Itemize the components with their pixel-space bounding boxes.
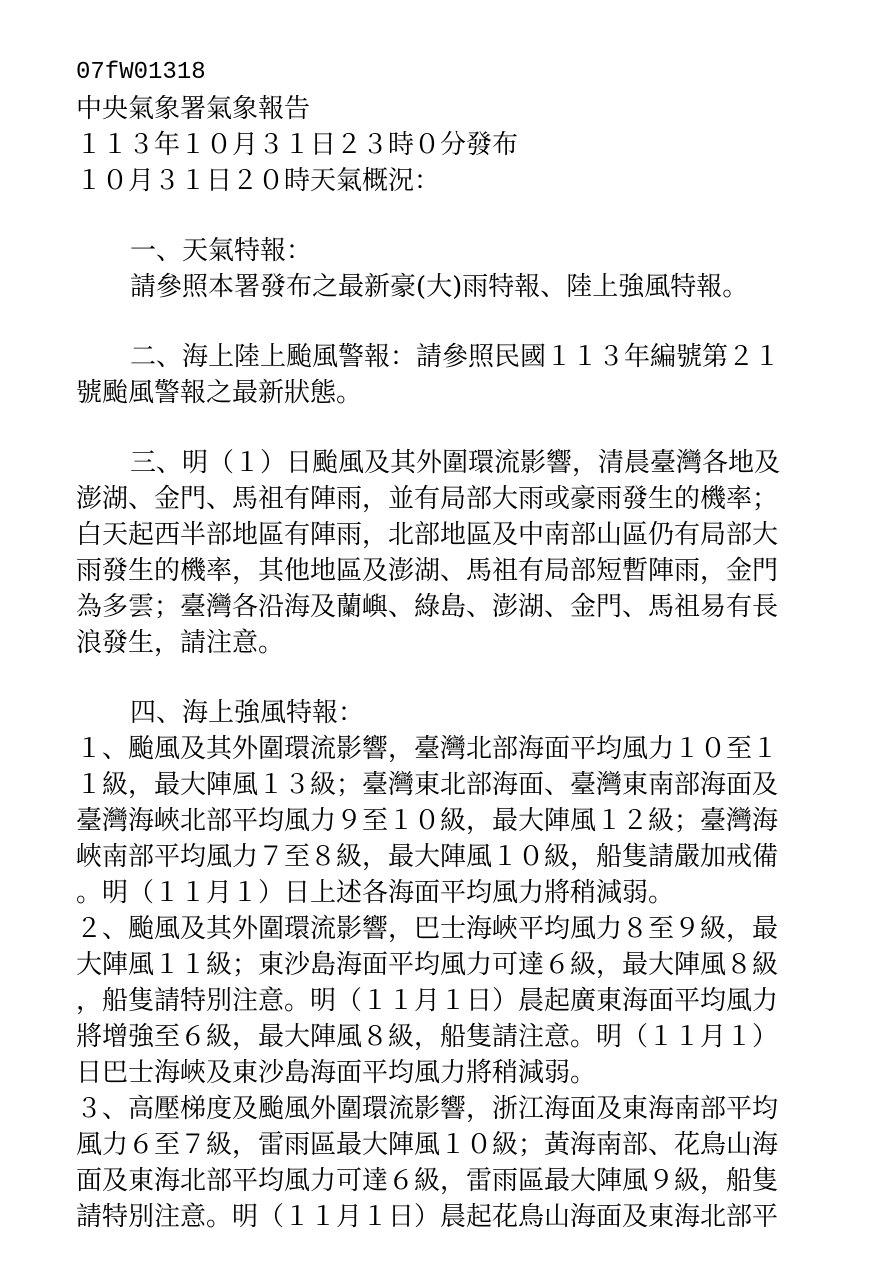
section-2-line: 二、海上陸上颱風警報：請參照民國１１３年編號第２１ — [130, 342, 781, 372]
section-3-line: 浪發生，請注意。 — [76, 628, 285, 658]
weather-report-body — [76, 55, 811, 1235]
document-id: 07fW01318 — [76, 59, 206, 86]
section-4-item-2-line: ２、颱風及其外圍環流影響，巴士海峽平均風力８至９級，最 — [76, 914, 779, 944]
section-1-heading: 一、天氣特報： — [130, 236, 313, 266]
section-3-line: 為多雲；臺灣各沿海及蘭嶼、綠島、澎湖、金門、馬祖易有長 — [76, 592, 779, 622]
issue-time: １１３年１０月３１日２３時０分發布 — [76, 130, 519, 160]
section-4-heading: 四、海上強風特報： — [130, 698, 365, 728]
section-4-item-3-line: 請特別注意。明（１１月１日）晨起花鳥山海面及東海北部平 — [76, 1202, 779, 1232]
agency-title: 中央氣象署氣象報告 — [76, 94, 311, 124]
section-4-item-3-line: 風力６至７級，雷雨區最大陣風１０級；黃海南部、花鳥山海 — [76, 1130, 779, 1160]
section-4-item-1-line: 峽南部平均風力７至８級，最大陣風１０級，船隻請嚴加戒備 — [76, 842, 779, 872]
section-4-item-3-line: ３、高壓梯度及颱風外圍環流影響，浙江海面及東海南部平均 — [76, 1094, 779, 1124]
spacer — [76, 305, 811, 339]
section-4-item-2-line: 大陣風１１級；東沙島海面平均風力可達６級，最大陣風８級 — [76, 950, 779, 980]
section-4-item-1-line: １級，最大陣風１３級；臺灣東北部海面、臺灣東南部海面及 — [76, 770, 779, 800]
section-4-item-3-line: 面及東海北部平均風力可達６級，雷雨區最大陣風９級，船隻 — [76, 1166, 779, 1196]
spacer — [76, 199, 811, 233]
overview-heading: １０月３１日２０時天氣概況： — [76, 166, 441, 196]
section-1-body: 請參照本署發布之最新豪(大)雨特報、陸上強風特報。 — [130, 272, 749, 302]
spacer — [76, 411, 811, 445]
spacer — [76, 661, 811, 695]
section-4-item-1-line: 。明（１１月１）日上述各海面平均風力將稍減弱。 — [76, 878, 675, 908]
section-4-item-1-line: 臺灣海峽北部平均風力９至１０級，最大陣風１２級；臺灣海 — [76, 806, 779, 836]
section-4-item-1-line: １、颱風及其外圍環流影響，臺灣北部海面平均風力１０至１ — [76, 734, 779, 764]
section-3-line: 澎湖、金門、馬祖有陣雨，並有局部大雨或豪雨發生的機率； — [76, 484, 779, 514]
section-4-item-2-line: ，船隻請特別注意。明（１１月１日）晨起廣東海面平均風力 — [76, 986, 779, 1016]
section-2-line: 號颱風警報之最新狀態。 — [76, 378, 363, 408]
section-4-item-2-line: 日巴士海峽及東沙島海面平均風力將稍減弱。 — [76, 1058, 597, 1088]
section-3-line: 三、明（１）日颱風及其外圍環流影響，清晨臺灣各地及 — [130, 448, 781, 478]
section-3-line: 白天起西半部地區有陣雨，北部地區及中南部山區仍有局部大 — [76, 520, 779, 550]
section-4-item-2-line: 將增強至６級，最大陣風８級，船隻請注意。明（１１月１） — [76, 1022, 779, 1052]
section-3-line: 雨發生的機率，其他地區及澎湖、馬祖有局部短暫陣雨，金門 — [76, 556, 779, 586]
